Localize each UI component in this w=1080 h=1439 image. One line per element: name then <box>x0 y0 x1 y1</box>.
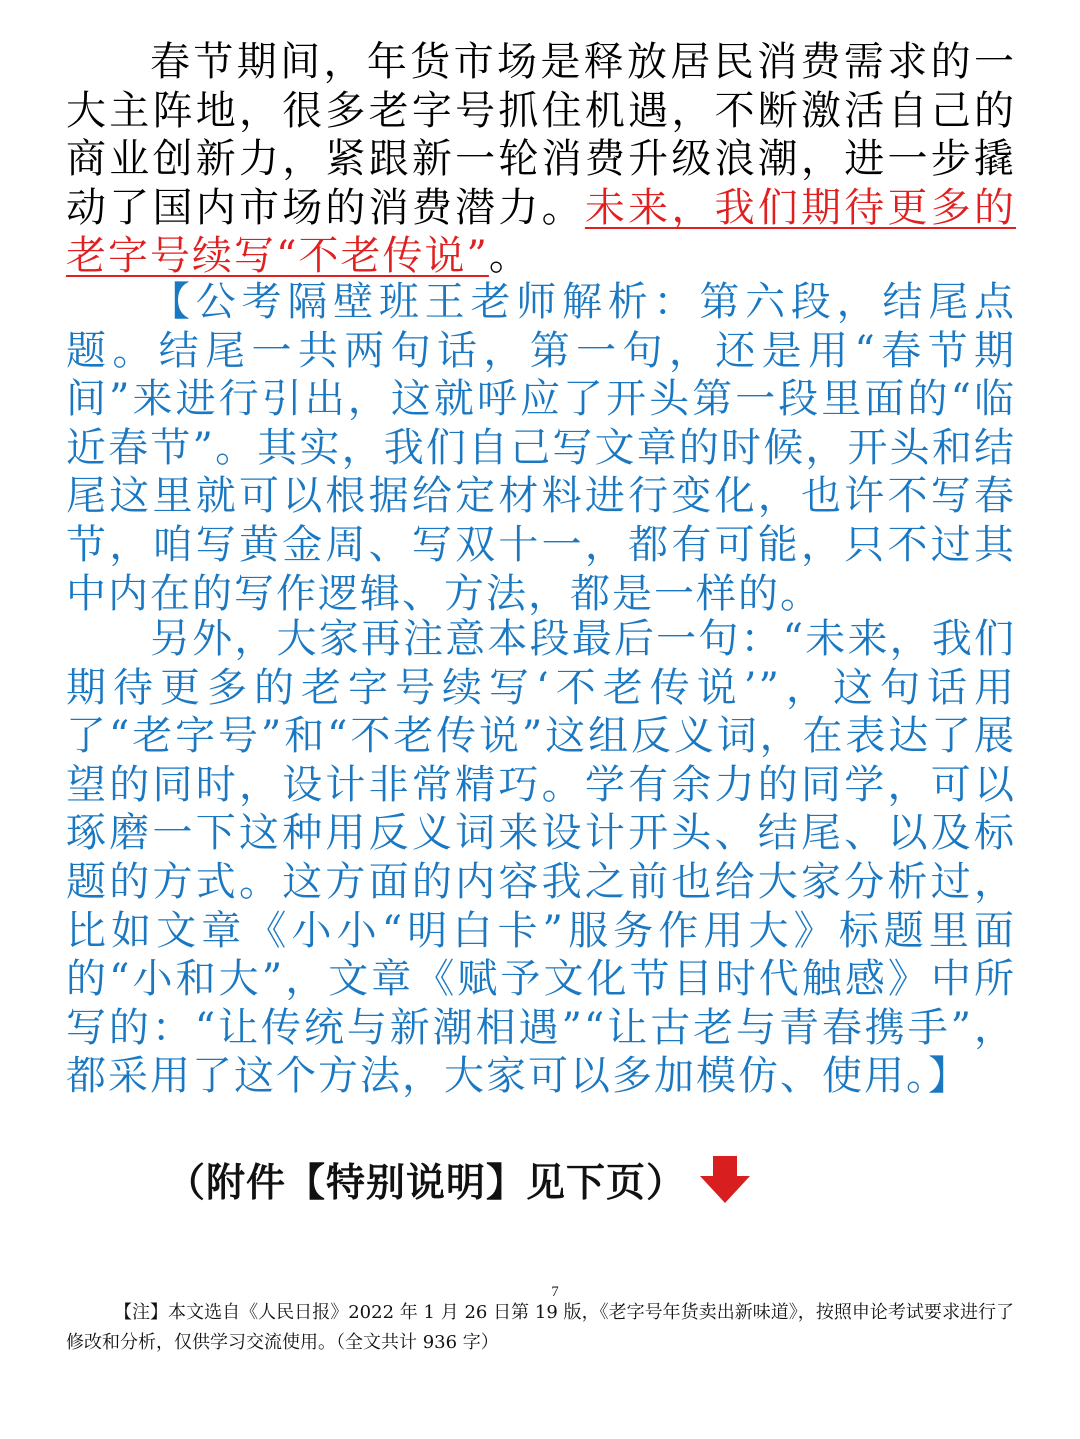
article-paragraph <box>66 38 1016 281</box>
footnote: 【注】本文选自《人民日报》2022 年 1 月 26 日第 19 版，《老字号年货卖出新味道》，按照申论考试要求进行了修改和分析，仅供学习交流使用。（全文共计 936 字） <box>66 1302 1014 1353</box>
analysis-paragraph-1: 【公考隔壁班王老师解析：第六段，结尾点题。结尾一共两句话，第一句，还是用“春节期间”来进行引出，这就呼应了开头第一段里面的“临近春节”。其实，我们自己写文章的时候，开头和结尾这里就可以根据给定材料进行变化，也许不写春节，咱写黄金周、写双十一，都有可能，只不过其中内在的写作逻辑、方法，都是一样的。 <box>66 279 1016 617</box>
attachment-note <box>166 1152 754 1208</box>
page-number: 7 <box>551 1284 559 1300</box>
down-arrow-icon <box>696 1154 754 1206</box>
paragraph-end-punctuation: 。 <box>488 233 531 280</box>
highlighted-sentence: 未来，我们期待更多的老字号续写“不老传说” <box>66 184 1017 280</box>
analysis-paragraph-2: 另外，大家再注意本段最后一句：“未来，我们期待更多的老字号续写‘不老传说’”，这句话用了“老字号”和“不老传说”这组反义词，在表达了展望的同时，设计非常精巧。学有余力的同学，可以琢磨一下这种用反义词来设计开头、结尾、以及标题的方式。这方面的内容我之前也给大家分析过，比如文章《小小“明白卡”服务作用大》标题里面的“小和大”，文章《赋予文化节目时代触感》中所写的：“让传统与新潮相遇”“让古老与青春携手”，都采用了这个方法，大家可以多加模仿、使用。】 <box>66 616 1016 1100</box>
attachment-note-text: （附件【特别说明】见下页） <box>166 1161 687 1206</box>
paragraph-main-text: 春节期间，年货市场是释放居民消费需求的一大主阵地，很多老字号抓住机遇，不断激活自己的商业创新力，紧跟新一轮消费升级浪潮，进一步撬动了国内市场的消费潜力。 <box>66 39 1016 231</box>
